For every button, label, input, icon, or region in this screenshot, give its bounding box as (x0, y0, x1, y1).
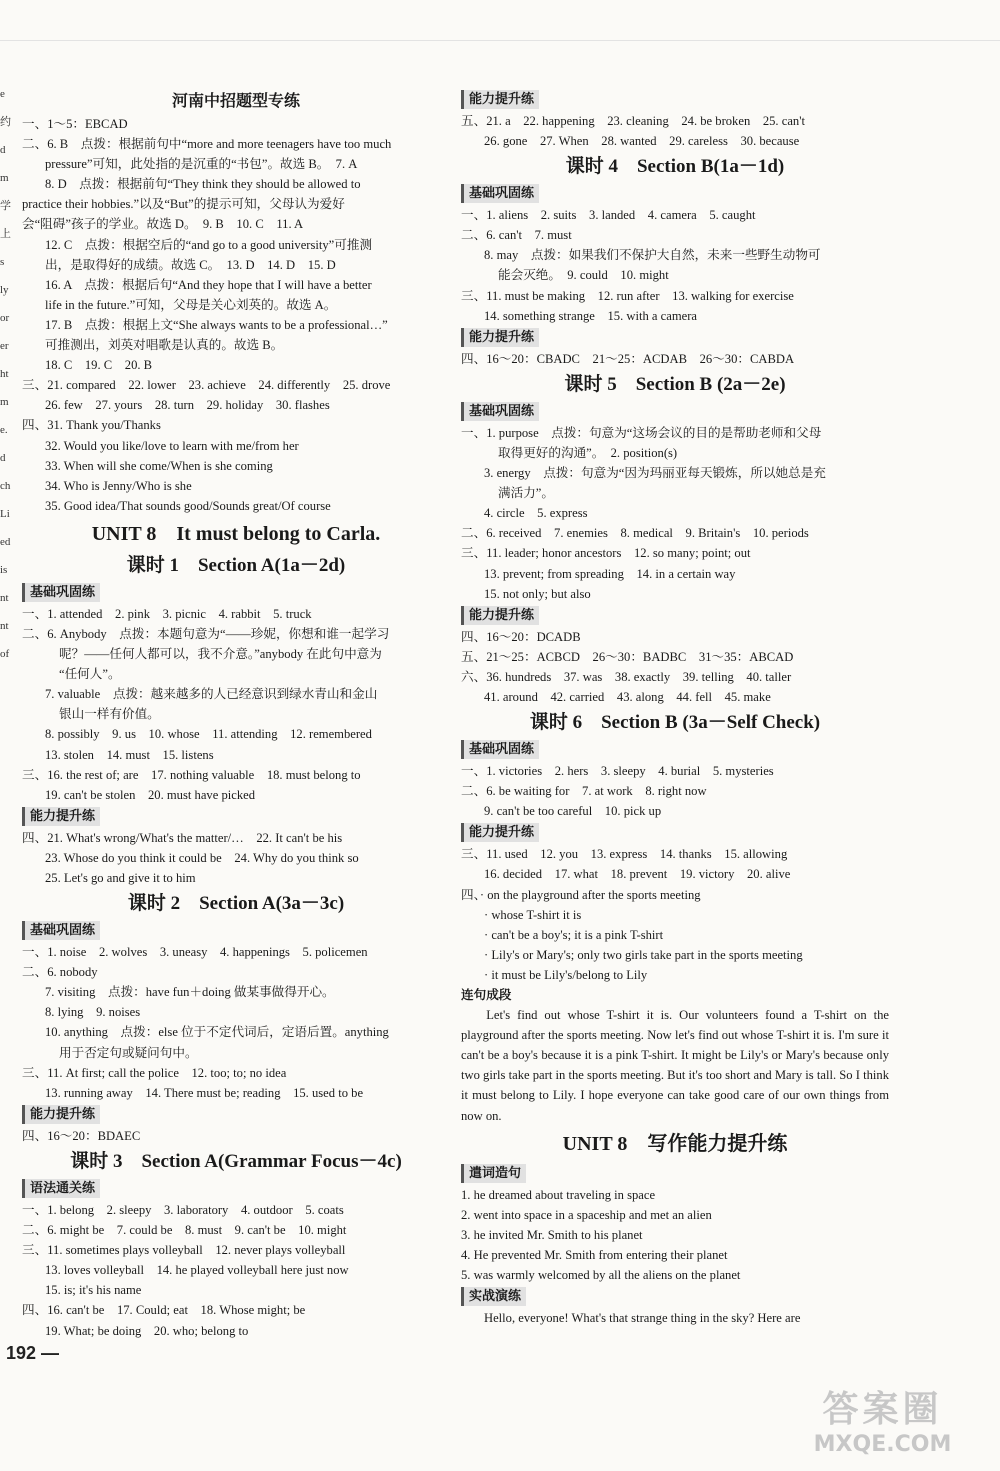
answer-line: 三、11. used 12. you 13. express 14. thanks 15. allowing (461, 847, 788, 862)
answer-line: 2. went into space in a spaceship and met an alien (461, 1207, 712, 1222)
practice-label-row (22, 1177, 450, 1200)
answer-line: 4. He prevented Mr. Smith from entering their planet (461, 1247, 728, 1262)
lesson-heading: 课时 1 Section A(1a－2d) (126, 554, 346, 576)
answer-line: 二、6. be waiting for 7. at work 8. right now (461, 784, 707, 799)
margin-fragment: or (0, 312, 10, 324)
answer-line: 8. possibly 9. us 10. whose 11. attending 12. remembered (45, 727, 372, 742)
answer-line: 二、6. nobody (22, 965, 98, 980)
answer-line: · it must be Lily's/belong to Lily (484, 967, 648, 982)
answer-line: 三、11. must be making 12. run after 13. walking for exercise (461, 288, 794, 303)
margin-fragment: is (0, 564, 8, 576)
practice-label-row (22, 805, 450, 828)
answer-line: 四、16～20：DCADB (461, 629, 581, 644)
margin-fragment: ht (0, 368, 9, 380)
answer-line: 8. may 点拨：如果我们不保护大自然，未来一些野生动物可 (484, 248, 821, 263)
watermark-text: 答案圈 (822, 1389, 943, 1430)
practice-label-row (461, 326, 889, 349)
practice-label: 能力提升练 (461, 823, 539, 842)
answer-line: 一、1. attended 2. pink 3. picnic 4. rabbit 5. truck (22, 606, 312, 621)
margin-fragment: nt (0, 620, 9, 632)
practice-label: 实战演练 (461, 1287, 526, 1306)
answer-line: 13. stolen 14. must 15. listens (45, 747, 214, 762)
answer-line: 23. Whose do you think it could be 24. Why do you think so (45, 850, 359, 865)
practice-label: 基础巩固练 (22, 583, 100, 602)
answer-line: life in the future.”可知，父母是关心刘英的。故选 A。 (45, 297, 337, 312)
left-column (22, 88, 450, 1341)
answer-line: 26. few 27. yours 28. turn 29. holiday 30. flashes (45, 398, 330, 413)
answer-line: 3. energy 点拨：句意为“因为玛丽亚每天锻炼，所以她总是充 (484, 466, 826, 481)
answer-line: 19. What; be doing 20. who; belong to (45, 1323, 249, 1338)
answer-line: 三、11. sometimes plays volleyball 12. never plays volleyball (22, 1243, 346, 1258)
practice-label-row (461, 1162, 889, 1185)
lesson-heading: 课时 6 Section B (3a－Self Check) (529, 712, 821, 734)
answer-line: 13. loves volleyball 14. he played volleyball here just now (45, 1263, 349, 1278)
answer-line: 二、6. B 点拨：根据前句中“more and more teenagers have too much (22, 137, 392, 152)
answer-line: 9. can't be too careful 10. pick up (484, 804, 662, 819)
answer-line: 会“阻碍”孩子的学业。故选 D。 9. B 10. C 11. A (22, 217, 304, 232)
margin-fragment: Li (0, 508, 10, 520)
answer-line: 35. Good idea/That sounds good/Sounds great/Of course (45, 498, 331, 513)
practice-label: 能力提升练 (22, 1105, 100, 1124)
answer-line: 用于否定句或疑问句中。 (59, 1045, 198, 1060)
lesson-heading: 课时 2 Section A(3a－3c) (127, 893, 345, 915)
answer-line: pressure”可知，此处指的是沉重的“书包”。故选 B。 7. A (45, 157, 358, 172)
practice-label: 语法通关练 (22, 1179, 100, 1198)
practice-label-row (22, 919, 450, 942)
practice-label: 能力提升练 (22, 807, 100, 826)
answer-line: 34. Who is Jenny/Who is she (45, 478, 192, 493)
answer-line: 18. C 19. C 20. B (45, 358, 153, 373)
watermark-logo (775, 1388, 990, 1458)
practice-label: 基础巩固练 (461, 184, 539, 203)
margin-fragment: ch (0, 480, 11, 492)
answer-line: 二、6. might be 7. could be 8. must 9. can't be 10. might (22, 1223, 347, 1238)
model-paragraph: Let's find out whose T-shirt it is. Our volunteers found a T-shirt on the playground after the sports meeting. Now let's find out whose T-shirt it is. I'm sure it can't be a boy's because it is a pink T-shirt. It might be Lily's or Mary's because only two girls take part in the sports meeting. But it's too short and Mary is tall. So I think it must belong to Lily. I hope everyone can take good care of our own things from now on. (461, 1008, 889, 1123)
answer-line: 一、1～5：EBCAD (22, 117, 128, 131)
margin-fragment: e (0, 88, 5, 100)
answer-line: · Lily's or Mary's; only two girls take part in the sports meeting (484, 947, 803, 962)
answer-line: 13. running away 14. There must be; reading 15. used to be (45, 1085, 364, 1100)
answer-line: 13. prevent; from spreading 14. in a certain way (484, 566, 736, 581)
page-number: 192 — (6, 1343, 60, 1363)
answer-line: 一、1. noise 2. wolves 3. uneasy 4. happenings 5. policemen (22, 945, 368, 960)
answer-line: 32. Would you like/love to learn with me/from her (45, 438, 299, 453)
practice-label-row (461, 738, 889, 761)
answer-line: 8. lying 9. noises (45, 1005, 141, 1020)
answer-line: 3. he invited Mr. Smith to his planet (461, 1227, 643, 1242)
answer-line: 三、11. At first; call the police 12. too; to; no idea (22, 1065, 287, 1080)
answer-line: 5. was warmly welcomed by all the aliens on the planet (461, 1268, 741, 1283)
answer-line: 呢？——任何人都可以，我不介意。”anybody 在此句中意为 (59, 647, 382, 662)
margin-fragment: s (0, 256, 5, 268)
margin-fragment: 学 (0, 200, 11, 212)
answer-line: 四、16～20：BDAEC (22, 1128, 141, 1143)
answer-line: 银山一样有价值。 (59, 707, 160, 722)
practice-label: 基础巩固练 (461, 740, 539, 759)
answer-line: 二、6. can't 7. must (461, 228, 572, 243)
practice-label-row (461, 400, 889, 423)
margin-fragment: e. (0, 424, 8, 436)
answer-line: 四、16. can't be 17. Could; eat 18. Whose might; be (22, 1303, 306, 1318)
left-margin-fragments (0, 80, 14, 1260)
answer-line: 25. Let's go and give it to him (45, 871, 196, 885)
lesson-heading: 课时 5 Section B (2a－2e) (564, 373, 786, 395)
margin-fragment: ed (0, 536, 11, 548)
answer-line: 4. circle 5. express (484, 506, 588, 521)
answer-line: 16. A 点拨：根据后句“And they hope that I will have a better (45, 277, 372, 292)
answer-line: 一、1. victories 2. hers 3. sleepy 4. burial 5. mysteries (461, 764, 774, 779)
margin-fragment: 上 (0, 228, 11, 240)
answer-line: 三、16. the rest of; are 17. nothing valuable 18. must belong to (22, 767, 361, 782)
margin-fragment: d (0, 144, 6, 156)
practice-label: 遣词造句 (461, 1164, 526, 1183)
answer-line: 四、21. What's wrong/What's the matter/… 22. It can't be his (22, 830, 343, 845)
answer-line: “任何人”。 (59, 667, 121, 682)
answer-line: 二、6. Anybody 点拨：本题句意为“——珍妮，你想和谁一起学习 (22, 626, 390, 641)
answer-line: 41. around 42. carried 43. along 44. fell 45. make (484, 689, 771, 704)
margin-fragment: er (0, 340, 9, 352)
answer-line: Hello, everyone! What's that strange thing in the sky? Here are (484, 1311, 801, 1326)
margin-fragment: ly (0, 284, 9, 296)
margin-fragment: m (0, 396, 9, 408)
answer-line: 一、1. purpose 点拨：句意为“这场会议的目的是帮助老师和父母 (461, 425, 822, 440)
answer-line: 15. not only; but also (484, 586, 591, 601)
margin-fragment: 约 (0, 116, 11, 128)
answer-line: 一、1. aliens 2. suits 3. landed 4. camera 5. caught (461, 208, 756, 223)
top-rule (0, 40, 1000, 41)
answer-line: 10. anything 点拨：else 位于不定代词后，定语后置。anything (45, 1025, 389, 1040)
practice-label-row (461, 1285, 889, 1308)
practice-label-row (22, 1103, 450, 1126)
right-column (461, 88, 889, 1328)
watermark-url: MXQE.COM (813, 1432, 952, 1457)
practice-label: 能力提升练 (461, 90, 539, 109)
answer-line: 1. he dreamed about traveling in space (461, 1187, 656, 1202)
subheading: 连句成段 (461, 988, 512, 1002)
answer-line: 17. B 点拨：根据上文“She always wants to be a professional…” (45, 317, 388, 332)
practice-label: 能力提升练 (461, 328, 539, 347)
practice-label-row (461, 88, 889, 111)
practice-label-row (461, 604, 889, 627)
answer-line: 四、· on the playground after the sports meeting (461, 887, 701, 902)
section-title: 河南中招题型专练 (171, 91, 300, 110)
practice-label: 基础巩固练 (461, 402, 539, 421)
lesson-heading: 课时 4 Section B(1a－1d) (565, 156, 785, 178)
answer-line: 六、36. hundreds 37. was 38. exactly 39. telling 40. taller (461, 669, 792, 684)
answer-line: 33. When will she come/When is she coming (45, 458, 273, 473)
answer-line: 三、11. leader; honor ancestors 12. so many; point; out (461, 546, 751, 561)
answer-line: 可推测出，刘英对唱歌是认真的。故选 B。 (45, 338, 284, 353)
answer-line: · can't be a boy's; it is a pink T-shirt (484, 927, 664, 942)
answer-line: 五、21～25：ACBCD 26～30：BADBC 31～35：ABCAD (461, 649, 794, 664)
answer-line: 四、16～20：CBADC 21～25：ACDAB 26～30：CABDA (461, 351, 795, 366)
answer-line: 26. gone 27. When 28. wanted 29. careless 30. because (484, 134, 800, 149)
answer-line: 15. is; it's his name (45, 1283, 142, 1298)
practice-label-row (22, 581, 450, 604)
answer-line: 14. something strange 15. with a camera (484, 308, 697, 323)
answer-line: 出，是取得好的成绩。故选 C。 13. D 14. D 15. D (45, 257, 336, 272)
margin-fragment: d (0, 452, 6, 464)
answer-line: 16. decided 17. what 18. prevent 19. victory 20. alive (484, 867, 791, 882)
answer-line: 7. valuable 点拨：越来越多的人已经意识到绿水青山和金山 (45, 687, 378, 702)
answer-line: 7. visiting 点拨：have fun＋doing 做某事做得开心。 (45, 985, 335, 1000)
answer-line: 19. can't be stolen 20. must have picked (45, 787, 256, 802)
margin-fragment: m (0, 172, 9, 184)
answer-line: 取得更好的沟通”。 2. position(s) (498, 445, 678, 460)
answer-line: 能会灭绝。 9. could 10. might (498, 268, 669, 283)
answer-line: 一、1. belong 2. sleepy 3. laboratory 4. outdoor 5. coats (22, 1202, 344, 1217)
unit-heading: UNIT 8 写作能力提升练 (562, 1132, 788, 1155)
practice-label: 基础巩固练 (22, 921, 100, 940)
answer-line: practice their hobbies.”以及“But”的提示可知，父母认为爱好 (22, 197, 345, 212)
practice-label: 能力提升练 (461, 606, 539, 625)
answer-line: 满活力”。 (498, 486, 554, 501)
answer-line: 8. D 点拨：根据前句“They think they should be allowed to (45, 177, 361, 192)
answer-line: 四、31. Thank you/Thanks (22, 418, 161, 433)
margin-fragment: nt (0, 592, 9, 604)
answer-line: 三、21. compared 22. lower 23. achieve 24. differently 25. drove (22, 378, 391, 393)
practice-label-row (461, 821, 889, 844)
margin-fragment: of (0, 648, 10, 660)
answer-line: 五、21. a 22. happening 23. cleaning 24. be broken 25. can't (461, 114, 805, 128)
answer-line: 12. C 点拨：根据空后的“and go to a good university”可推测 (45, 237, 373, 252)
lesson-heading: 课时 3 Section A(Grammar Focus－4c) (70, 1150, 402, 1172)
practice-label-row (461, 182, 889, 205)
answer-line: 二、6. received 7. enemies 8. medical 9. Britain's 10. periods (461, 526, 809, 541)
answer-line: · whose T-shirt it is (484, 907, 582, 922)
unit-heading: UNIT 8 It must belong to Carla. (91, 522, 381, 545)
